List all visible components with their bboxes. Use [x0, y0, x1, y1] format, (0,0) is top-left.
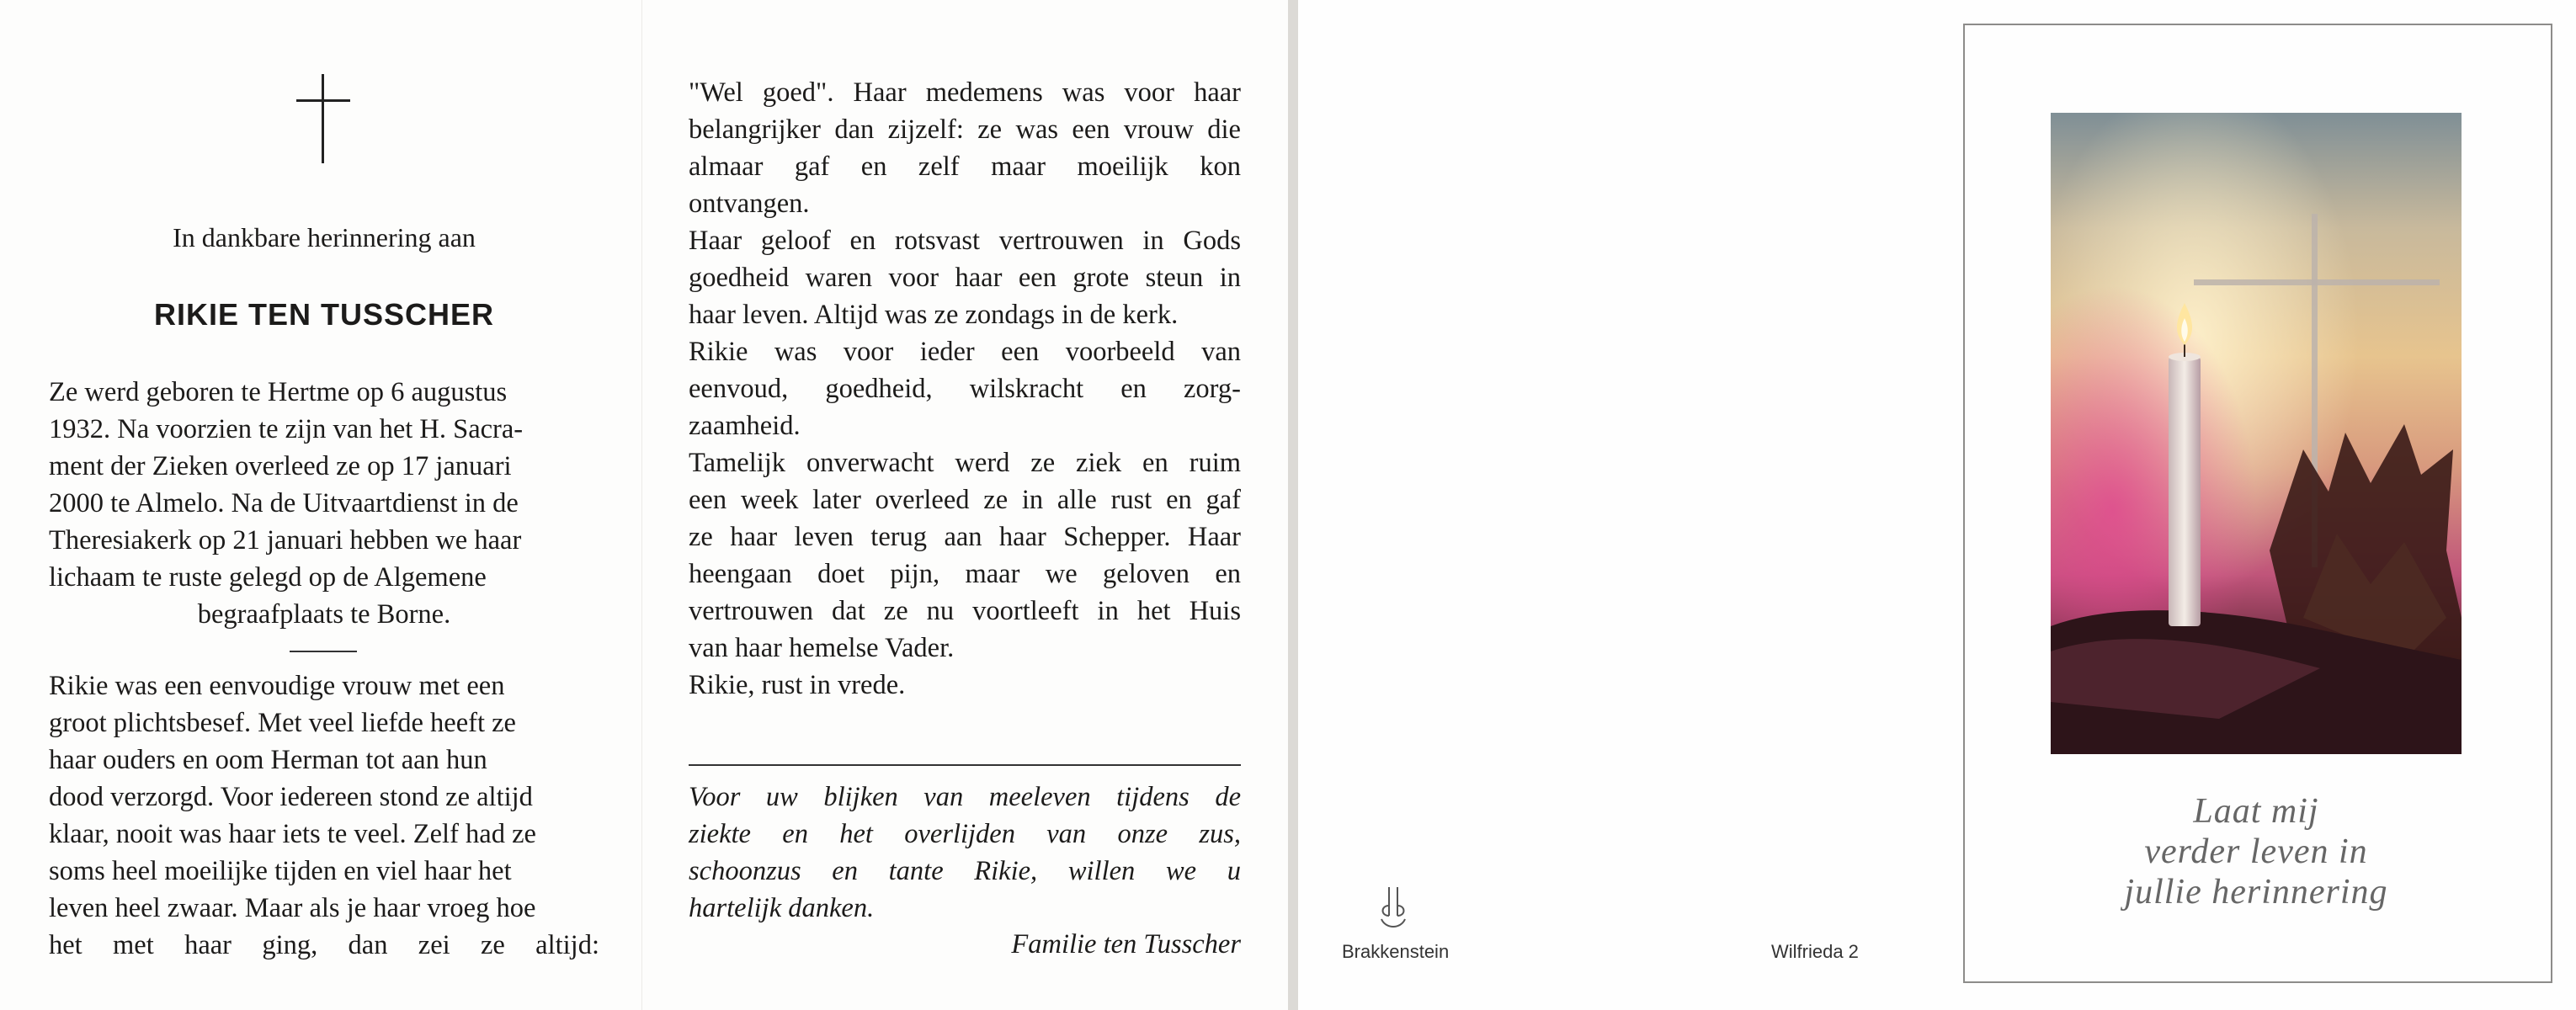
card-code: Wilfrieda 2 — [1771, 941, 1859, 962]
text-line: dood verzorgd. Voor iedereen stond ze altijd — [49, 782, 533, 812]
text-line: hartelijk danken. — [689, 893, 875, 923]
intro-line: In dankbare herinnering aan — [173, 222, 476, 252]
character-paragraph — [49, 667, 599, 964]
brakkenstein-logo-icon — [1379, 885, 1408, 933]
text-line: haar ouders en oom Herman tot aan hun — [49, 745, 487, 775]
text-line: ze haar leven terug aan haar Schepper. Haar — [689, 522, 1241, 552]
card-fold-gap — [1288, 0, 1298, 1010]
text-line: leven heel zwaar. Maar als je haar vroeg hoe — [49, 893, 536, 923]
text-line: Haar geloof en rotsvast vertrouwen in Gods — [689, 226, 1241, 256]
text-line: Tamelijk onverwacht werd ze ziek en ruim — [689, 448, 1241, 478]
text-line: begraafplaats te Borne. — [197, 599, 451, 630]
text-line: klaar, nooit was haar iets te veel. Zelf had ze — [49, 819, 536, 849]
divider — [689, 764, 1241, 766]
back-cover — [1298, 0, 1960, 1010]
text-line: groot plichtsbesef. Met veel liefde heeft ze — [49, 708, 516, 738]
publisher-name: Brakkenstein — [1342, 941, 1450, 962]
text-line: 2000 te Almelo. Na de Uitvaartdienst in de — [49, 488, 519, 518]
text-line: goedheid waren voor haar een grote steun in — [689, 263, 1241, 293]
candle-and-cross-photo — [2051, 113, 2462, 754]
text-line: ziekte en het overlijden van onze zus, — [689, 819, 1241, 849]
quote-line: verder leven in — [2144, 832, 2368, 871]
text-line: het met haar ging, dan zei ze altijd: — [49, 930, 599, 960]
text-line: Ze werd geboren te Hertme op 6 augustus — [49, 377, 508, 407]
text-line: haar leven. Altijd was ze zondags in de kerk. — [689, 300, 1179, 330]
text-line: eenvoud, goedheid, wilskracht en zorg- — [689, 374, 1241, 404]
text-line: Rikie was een eenvoudige vrouw met een — [49, 671, 505, 701]
text-line: 1932. Na voorzien te zijn van het H. Sacra- — [49, 414, 524, 444]
family-signature: Familie ten Tusscher — [1011, 929, 1241, 960]
deceased-name: RIKIE TEN TUSSCHER — [153, 297, 495, 332]
quote-line: Laat mij — [2193, 792, 2319, 831]
text-line: Rikie, rust in vrede. — [689, 670, 906, 700]
text-line: van haar hemelse Vader. — [689, 633, 955, 663]
text-line: "Wel goed". Haar medemens was voor haar — [689, 77, 1241, 108]
text-line: een week later overleed ze in alle rust en gaf — [689, 485, 1241, 515]
text-line: belangrijker dan zijzelf: ze was een vrouw die — [689, 114, 1241, 145]
text-line: vertrouwen dat ze nu voortleeft in het Huis — [689, 596, 1241, 626]
text-line: almaar gaf en zelf maar moeilijk kon — [689, 152, 1241, 182]
divider — [290, 651, 357, 652]
text-line: zaamheid. — [689, 411, 801, 441]
front-quote — [2037, 791, 2475, 912]
text-line: lichaam te ruste gelegd op de Algemene — [49, 562, 487, 593]
text-line: Voor uw blijken van meeleven tijdens de — [689, 782, 1241, 812]
text-line: soms heel moeilijke tijden en viel haar het — [49, 856, 512, 886]
text-line: ment der Zieken overleed ze op 17 januari — [49, 451, 512, 481]
text-line: ontvangen. — [689, 189, 810, 219]
text-line: Rikie was voor ieder een voorbeeld van — [689, 337, 1241, 367]
thanks-paragraph — [689, 779, 1241, 927]
continuation-paragraph — [689, 74, 1241, 704]
biography-paragraph — [49, 374, 599, 633]
text-line: schoonzus en tante Rikie, willen we u — [689, 856, 1241, 886]
cross-icon — [296, 74, 350, 163]
text-line: Theresiakerk op 21 januari hebben we haar — [49, 525, 522, 556]
text-line: heengaan doet pijn, maar we geloven en — [689, 559, 1241, 589]
quote-line: jullie herinnering — [2124, 873, 2388, 912]
